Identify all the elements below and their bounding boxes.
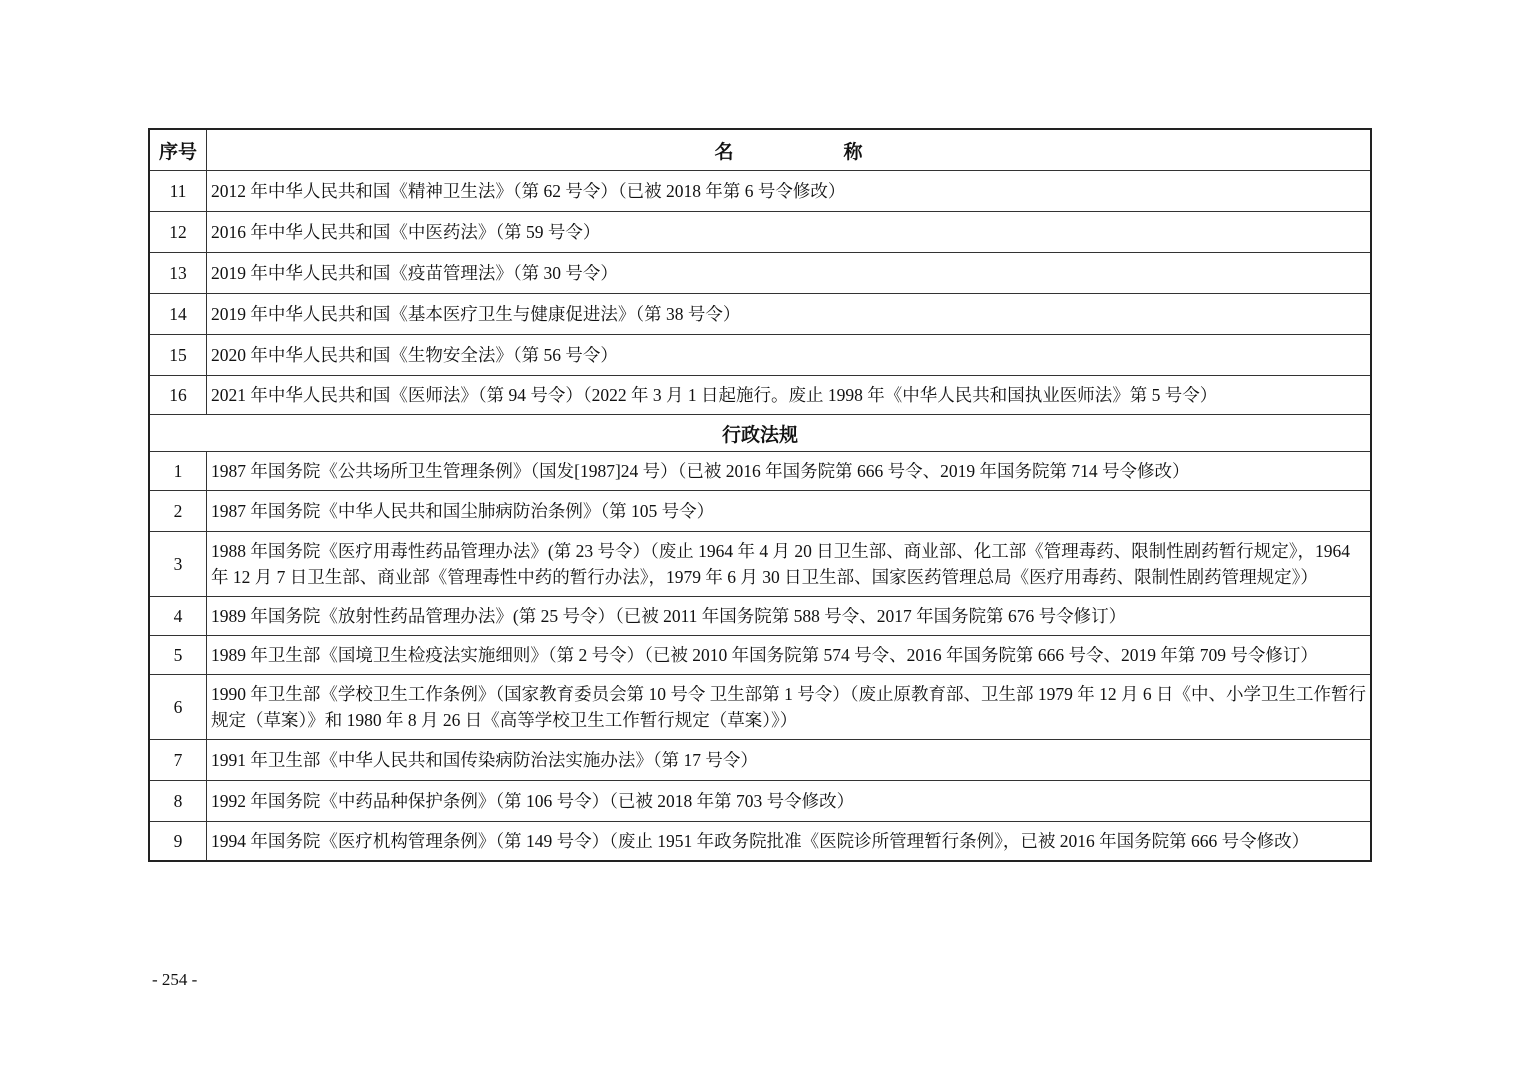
table-row [149,294,1371,335]
header-name: 名称 [207,129,1372,171]
page-number: - 254 - [152,970,198,989]
table-row [149,253,1371,294]
section-header-row [149,415,1371,452]
row-name: 1990 年卫生部《学校卫生工作条例》（国家教育委员会第 10 号令 卫生部第 1 号令）（废止原教育部、卫生部 1979 年 12 月 6 日《中、小学卫生工作暂行规定（草案）》和 1980 年 8 月 26 日《高等学校卫生工作暂行规定（草案）》） [207,675,1372,740]
row-name: 1992 年国务院《中药品种保护条例》（第 106 号令）（已被 2018 年第 703 号令修改） [207,781,1372,822]
table-row [149,376,1371,415]
table-row [149,740,1371,781]
table-row [149,597,1371,636]
table-row [149,452,1371,491]
table-row [149,491,1371,532]
row-number: 2 [149,491,207,532]
row-name: 1988 年国务院《医疗用毒性药品管理办法》(第 23 号令）（废止 1964 年 4 月 20 日卫生部、商业部、化工部《管理毒药、限制性剧药暂行规定》，1964 年 12 月 7 日卫生部、商业部《管理毒性中药的暂行办法》，1979 年 6 月 30 日卫生部、国家医药管理总局《医疗用毒药、限制性剧药管理规定》） [207,532,1372,597]
row-name: 1989 年卫生部《国境卫生检疫法实施细则》（第 2 号令）（已被 2010 年国务院第 574 号令、2016 年国务院第 666 号令、2019 年第 709 号令修订） [207,636,1372,675]
header-num: 序号 [149,129,207,171]
row-name: 1989 年国务院《放射性药品管理办法》(第 25 号令）（已被 2011 年国务院第 588 号令、2017 年国务院第 676 号令修订） [207,597,1372,636]
row-name: 2012 年中华人民共和国《精神卫生法》（第 62 号令）（已被 2018 年第 6 号令修改） [207,171,1372,212]
row-number: 11 [149,171,207,212]
row-number: 8 [149,781,207,822]
row-name: 2019 年中华人民共和国《疫苗管理法》（第 30 号令） [207,253,1372,294]
table-row [149,335,1371,376]
row-number: 7 [149,740,207,781]
row-name: 1987 年国务院《中华人民共和国尘肺病防治条例》（第 105 号令） [207,491,1372,532]
row-number: 6 [149,675,207,740]
row-number: 5 [149,636,207,675]
row-name: 2020 年中华人民共和国《生物安全法》（第 56 号令） [207,335,1372,376]
regulations-table [148,128,1372,862]
row-name: 2019 年中华人民共和国《基本医疗卫生与健康促进法》（第 38 号令） [207,294,1372,335]
row-number: 14 [149,294,207,335]
row-number: 9 [149,822,207,862]
row-number: 13 [149,253,207,294]
table-row [149,171,1371,212]
table-header-row [149,129,1371,171]
row-number: 1 [149,452,207,491]
row-name: 2021 年中华人民共和国《医师法》（第 94 号令）（2022 年 3 月 1 日起施行。废止 1998 年《中华人民共和国执业医师法》第 5 号令） [207,376,1372,415]
row-number: 15 [149,335,207,376]
row-name: 1994 年国务院《医疗机构管理条例》（第 149 号令）（废止 1951 年政务院批准《医院诊所管理暂行条例》，已被 2016 年国务院第 666 号令修改） [207,822,1372,862]
table-row [149,781,1371,822]
table-row [149,636,1371,675]
row-name: 2016 年中华人民共和国《中医药法》（第 59 号令） [207,212,1372,253]
row-number: 4 [149,597,207,636]
row-name: 1987 年国务院《公共场所卫生管理条例》（国发[1987]24 号）（已被 2016 年国务院第 666 号令、2019 年国务院第 714 号令修改） [207,452,1372,491]
row-name: 1991 年卫生部《中华人民共和国传染病防治法实施办法》（第 17 号令） [207,740,1372,781]
table-row [149,532,1371,597]
row-number: 3 [149,532,207,597]
section-title: 行政法规 [149,415,1371,452]
row-number: 12 [149,212,207,253]
table-row [149,822,1371,862]
row-number: 16 [149,376,207,415]
table-row [149,675,1371,740]
table-row [149,212,1371,253]
